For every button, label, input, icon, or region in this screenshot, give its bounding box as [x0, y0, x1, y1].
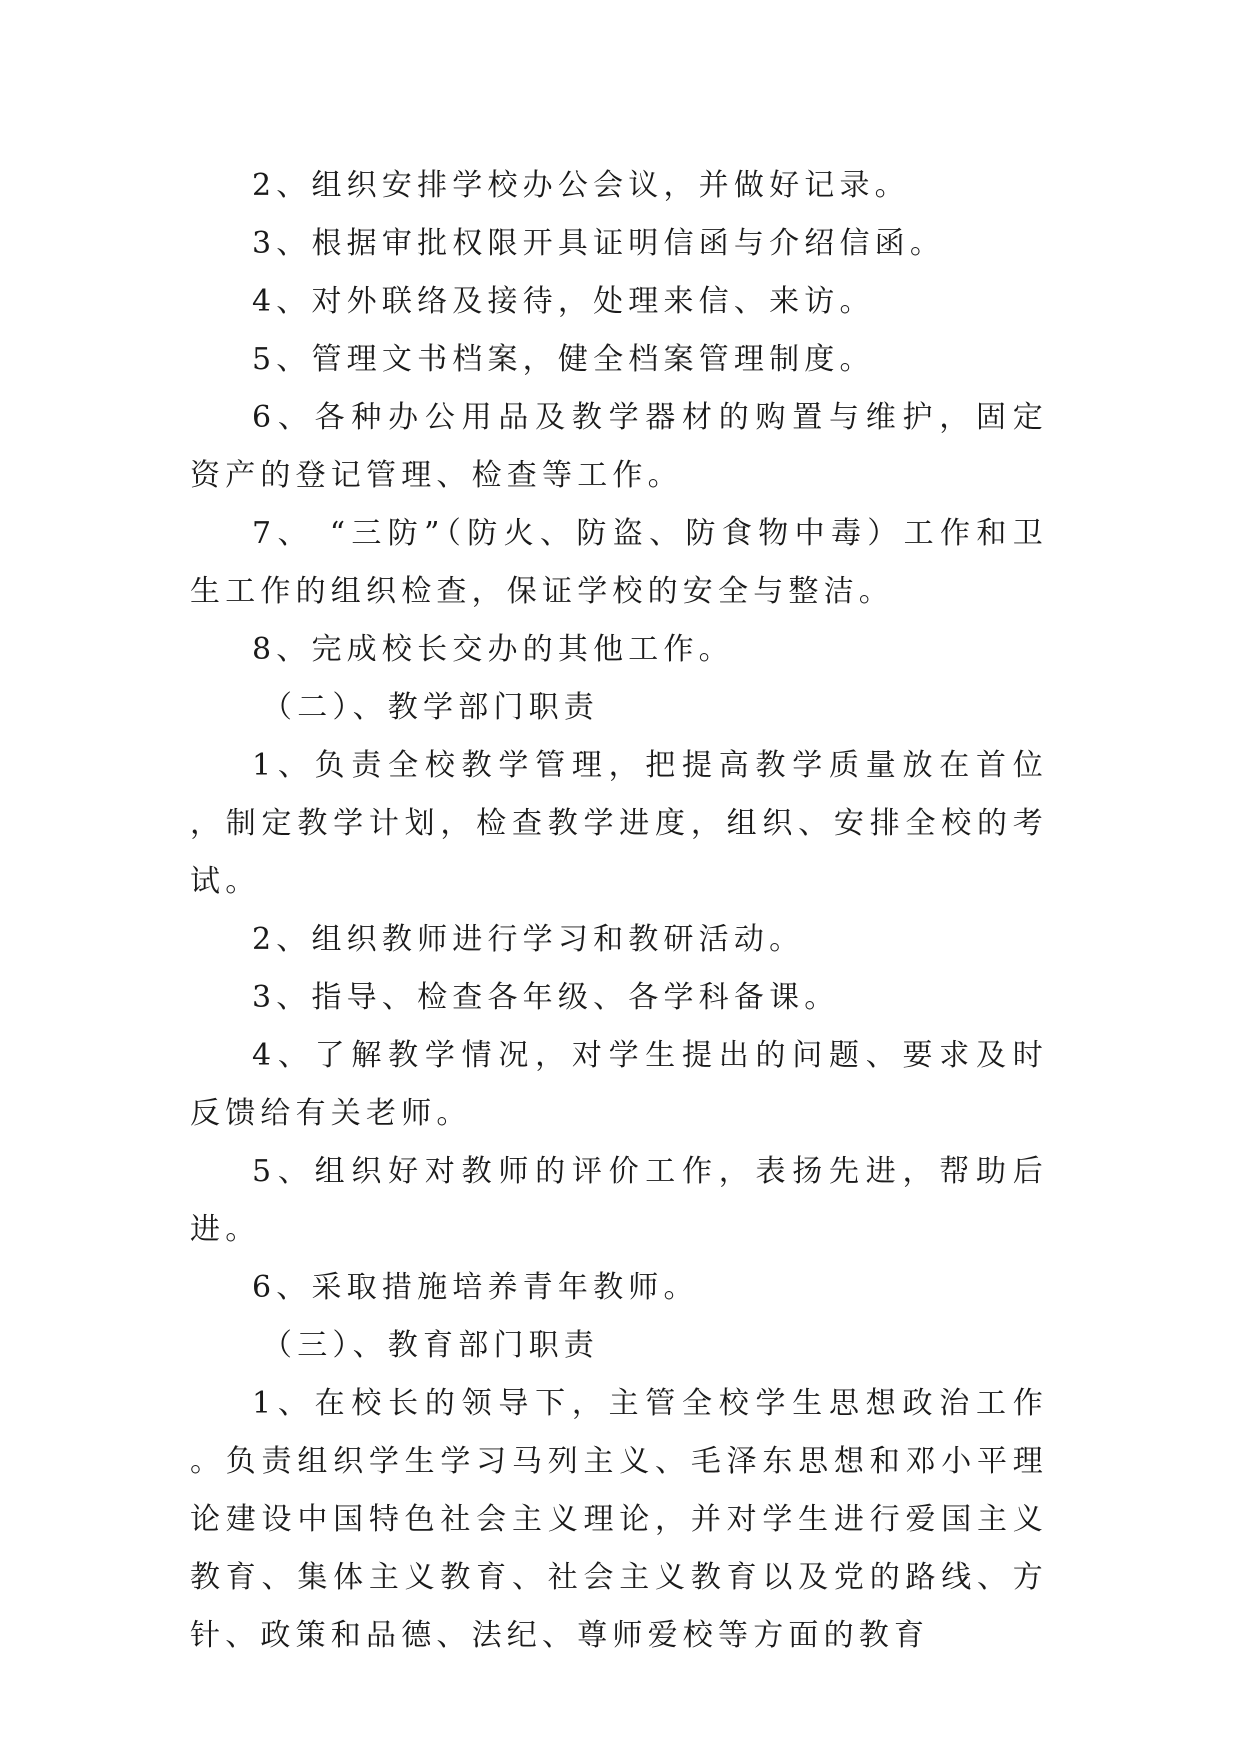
paragraph-teaching-4: 4、了解教学情况，对学生提出的问题、要求及时反馈给有关老师。: [190, 1038, 1048, 1131]
paragraph-item-7: 7、 “三防”（防火、防盗、防食物中毒）工作和卫生工作的组织检查，保证学校的安全与整洁。: [190, 516, 1048, 609]
paragraph-item-3: 3、根据审批权限开具证明信函与介绍信函。: [252, 226, 946, 261]
paragraph-teaching-3: 3、指导、检查各年级、各学科备课。: [252, 980, 840, 1015]
paragraph-item-6: 6、各种办公用品及教学器材的购置与维护，固定资产的登记管理、检查等工作。: [190, 400, 1048, 493]
section-heading-education: （三）、教育部门职责: [262, 1328, 599, 1363]
paragraph-teaching-2: 2、组织教师进行学习和教研活动。: [252, 922, 805, 957]
paragraph-item-2: 2、组织安排学校办公会议，并做好记录。: [252, 168, 910, 203]
paragraph-item-8: 8、完成校长交办的其他工作。: [252, 632, 734, 667]
paragraph-item-4: 4、对外联络及接待，处理来信、来访。: [252, 284, 875, 319]
paragraph-teaching-6: 6、采取措施培养青年教师。: [252, 1270, 699, 1305]
paragraph-teaching-5: 5、组织好对教师的评价工作，表扬先进，帮助后进。: [190, 1154, 1048, 1247]
paragraph-education-1: 1、在校长的领导下，主管全校学生思想政治工作。负责组织学生学习马列主义、毛泽东思想和邓小平理论建设中国特色社会主义理论，并对学生进行爱国主义教育、集体主义教育、社会主义教育以及党的路线、方针、政策和品德、法纪、尊师爱校等方面的教育: [190, 1386, 1048, 1653]
document-body: [190, 157, 1048, 1665]
paragraph-teaching-1: 1、负责全校教学管理，把提高教学质量放在首位，制定教学计划，检查教学进度，组织、安排全校的考试。: [190, 748, 1048, 899]
section-heading-teaching: （二）、教学部门职责: [262, 690, 599, 725]
paragraph-item-5: 5、管理文书档案，健全档案管理制度。: [252, 342, 875, 377]
